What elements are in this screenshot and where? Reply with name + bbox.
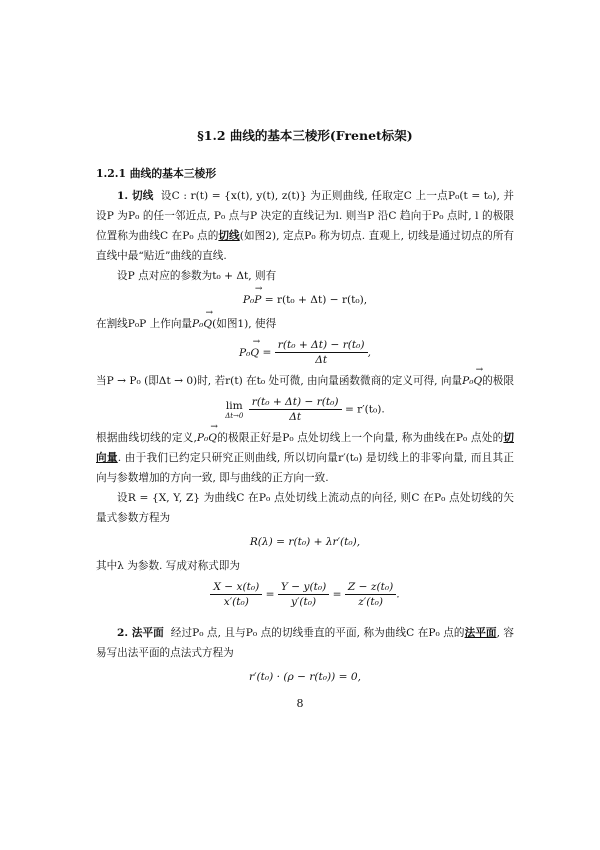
fraction-difference-quotient: [275, 338, 368, 367]
limit-operator: [225, 400, 243, 420]
vector-p0q-def: → P₀Q: [197, 428, 217, 448]
page-number: 8: [296, 697, 304, 710]
symmetric-numerator-y: Y − y(t₀): [278, 580, 329, 595]
tangent-text-3b: (如图1), 使得: [212, 318, 277, 330]
vector-p0p: → P₀P: [243, 290, 262, 310]
normal-plane-paragraph: [96, 623, 514, 663]
tangent-text-5a: 根据曲线切线的定义,: [96, 432, 197, 444]
section-title: §1.2 曲线的基本三棱形(Frenet标架): [197, 128, 413, 143]
limit-subscript: Δt→0: [225, 411, 244, 420]
limit-denominator: Δt: [289, 411, 302, 423]
subsection-title: 曲线的基本三棱形: [129, 167, 217, 180]
symmetric-numerator-x: X − x(t₀): [210, 580, 262, 595]
symmetric-fraction-x: [210, 580, 262, 609]
vector-p0q: → P₀Q: [192, 314, 212, 334]
equation-3-rhs: = r′(t₀).: [344, 403, 385, 416]
tangent-text-4a: 当P → P₀ (即Δt → 0)时, 若r(t) 在t₀ 处可微, 由向量函数微商的定义可得, 向量: [96, 375, 463, 387]
equation-normal-plane: r′(t₀) · (ρ − r(t₀)) = 0,: [249, 671, 361, 683]
tangent-text-1: 设C : r(t) = {x(t), y(t), z(t)} 为正则曲线, 任取定C 上一点P₀(t = t₀), 并设P 为P₀ 的任一邻近点, P₀ 点与P 决定的直线记为l. 则当P 沿C 趋向于P₀ 点时, l 的极限位置称为曲线C 在P₀ 点的: [96, 190, 514, 242]
equation-1-rhs: = r(t₀ + Δt) − r(t₀),: [264, 294, 368, 306]
tangent-text-1-end: (如图2), 定点P₀ 称为切点. 直观上, 切线是通过切点的所有直线中最“贴近”曲线的直线.: [96, 230, 515, 262]
normal-plane-heading: 2. 法平面: [117, 627, 164, 639]
vector-p0q-eq: → P₀Q: [239, 343, 259, 363]
tangent-paragraph-7: 其中λ 为参数. 写成对称式即为: [96, 560, 240, 572]
term-normal-plane: 法平面: [464, 627, 497, 639]
normal-plane-text-b: , 容易写出法平面的点法式方程为: [96, 627, 515, 659]
tangent-paragraph-3: [96, 314, 514, 334]
tangent-paragraph-4: [96, 371, 514, 391]
equation-1: [96, 290, 514, 310]
fraction-limit: [249, 395, 342, 424]
subsection-heading: [96, 164, 514, 184]
term-tangent-vector: 切向量: [96, 432, 514, 464]
normal-plane-text-a: 经过P₀ 点, 且与P₀ 点的切线垂直的平面, 称为曲线C 在P₀ 点的: [170, 627, 465, 639]
symmetric-denominator-x: x′(t₀): [223, 596, 249, 608]
tangent-paragraph-2: 设P 点对应的参数为t₀ + Δt, 则有: [117, 270, 277, 282]
equation-5: $\frac{\text{X − x(t₀)}}{\text{x′(t₀)}}$ = $\frac{\text{Y − y(t₀)}}{\text{y′(t₀)}}$ = $\frac{\text{Z − z(t₀)}}{\text{z′(t₀)}}$ .: [96, 580, 514, 609]
equation-4: R(λ) = r(t₀) + λr′(t₀),: [249, 536, 361, 548]
tangent-text-4b: 的极限: [482, 375, 514, 387]
tangent-paragraph-1: [96, 186, 514, 266]
tangent-heading: 1. 切线: [117, 190, 154, 202]
subsection-number: 1.2.1: [96, 167, 127, 180]
symmetric-denominator-y: y′(t₀): [291, 596, 317, 608]
tangent-text-5c: . 由于我们已约定只研究正则曲线, 所以切向量r′(t₀) 是切线上的非零向量, 而且其正向与参数增加的方向一致, 即与曲线的正方向一致.: [96, 452, 515, 484]
limit-numerator: r(t₀ + Δt) − r(t₀): [249, 395, 342, 410]
tangent-paragraph-5: [96, 428, 514, 488]
tangent-text-5b: 的极限正好是P₀ 点处切线上一个向量, 称为曲线在P₀ 点处的: [216, 432, 504, 444]
symmetric-fraction-z: [345, 580, 396, 609]
term-tangent-line: 切线: [218, 230, 240, 242]
tangent-paragraph-6: 设R = {X, Y, Z} 为曲线C 在P₀ 点处切线上流动点的向径, 则C 在P₀ 点处切线的矢量式参数方程为: [96, 492, 514, 524]
fraction-numerator: r(t₀ + Δt) − r(t₀): [275, 338, 368, 353]
symmetric-numerator-z: Z − z(t₀): [345, 580, 396, 595]
equation-3: [96, 395, 514, 424]
symmetric-denominator-z: z′(t₀): [358, 596, 383, 608]
symmetric-fraction-y: [278, 580, 329, 609]
page-body: [96, 126, 514, 691]
limit-label: lim: [225, 399, 243, 412]
vector-p0q-limit: → P₀Q: [462, 371, 482, 391]
equation-2: → P₀Q = $\frac{\text{r(t₀ + Δt) − r(t₀)}}{\Delta t}$ ,: [96, 338, 514, 367]
fraction-denominator: Δt: [315, 354, 328, 366]
tangent-text-3a: 在割线P₀P 上作向量: [96, 318, 193, 330]
